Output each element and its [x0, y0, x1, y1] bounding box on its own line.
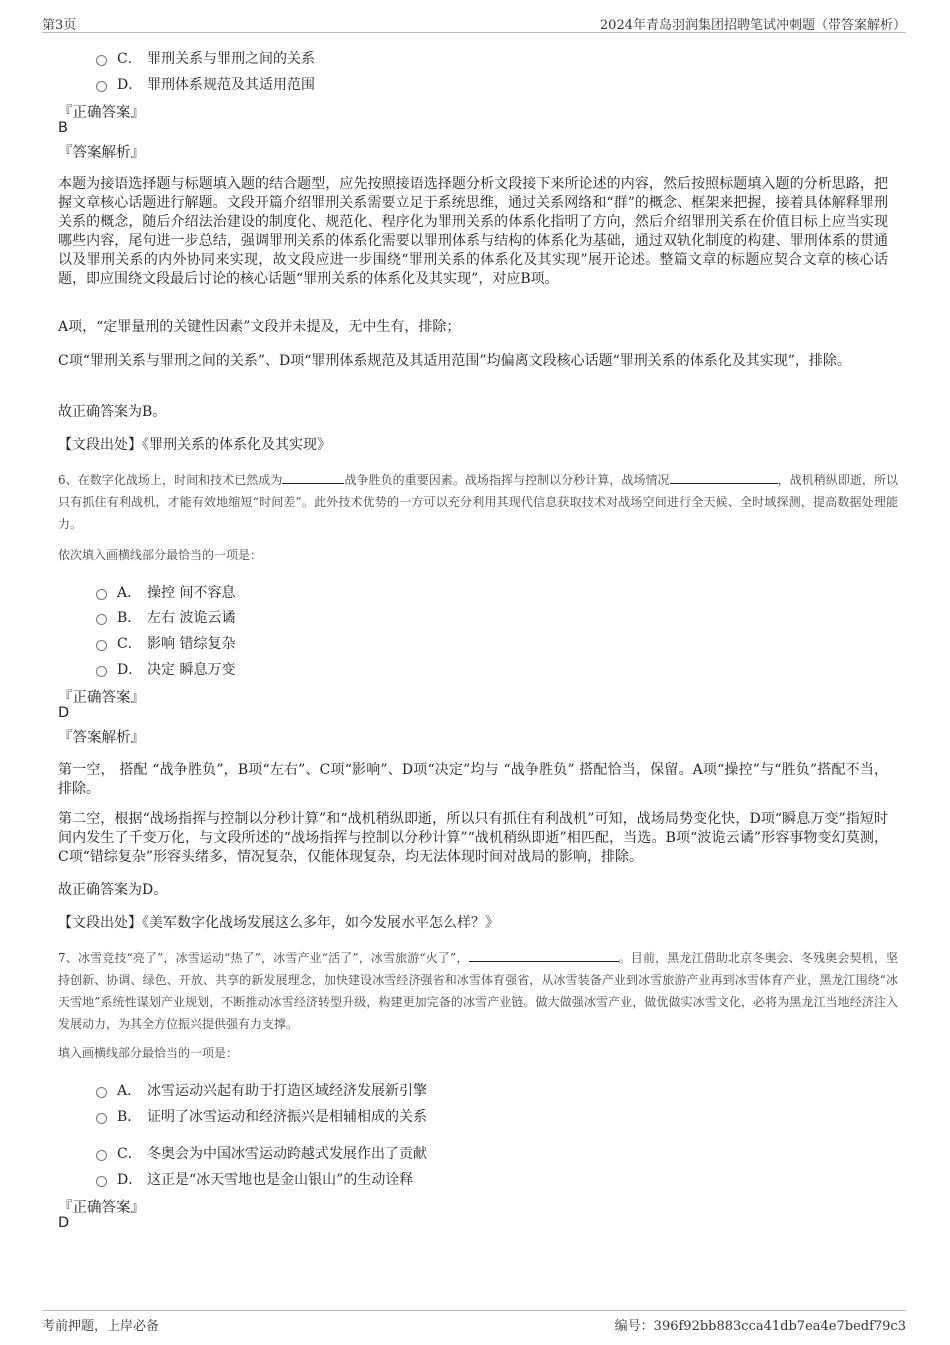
fill-blank — [282, 471, 344, 484]
radio-icon[interactable] — [96, 614, 107, 625]
radio-icon[interactable] — [96, 589, 107, 600]
q6-option-a[interactable]: A． 操控 间不容息 — [96, 582, 235, 602]
q5-source: 【文段出处】《罪刑关系的体系化及其实现》 — [58, 437, 331, 453]
q6-prompt: 依次填入画横线部分最恰当的一项是： — [58, 548, 263, 562]
q7-answer-label: 『正确答案』 — [58, 1200, 145, 1216]
fill-blank — [670, 471, 778, 484]
q6-answer-label: 『正确答案』 — [58, 690, 145, 706]
q7-option-b[interactable]: B． 证明了冰雪运动和经济振兴是相辅相成的关系 — [96, 1106, 427, 1126]
q7-answer: D — [58, 1215, 70, 1231]
q6-analysis-label: 『答案解析』 — [58, 730, 145, 746]
radio-icon[interactable] — [96, 640, 107, 651]
q5-analysis-paragraph: A项，“定罪量刑的关键性因素”文段并未提及，无中生有，排除； — [58, 319, 461, 335]
q5-analysis-paragraph: C项“罪刑关系与罪刑之间的关系”、D项“罪刑体系规范及其适用范围”均偏离文段核心话题“罪刑关系的体系化及其实现”，排除。 — [58, 353, 851, 369]
q5-answer-label: 『正确答案』 — [58, 105, 145, 121]
radio-icon[interactable] — [96, 1113, 107, 1124]
q6-source: 【文段出处】《美军数字化战场发展这么多年，如今发展水平怎么样？》 — [58, 915, 499, 931]
page-number: 第3页 — [42, 18, 77, 33]
q5-analysis-paragraph: 本题为接语选择题与标题填入题的结合题型，应先按照接语选择题分析文段接下来所论述的内容，然后按照标题填入题的分析思路，把握文章核心话题进行解题。文段开篇介绍罪刑关系需要立足于系统思维，通过关系网络和“群”的概念、框架来把握，接着具体解释罪刑关系的概念，随后介绍法治建设的制度化、规范化、程序化为罪刑关系的体系化指明了方向，然后介绍罪刑关系在价值目标上应当实现哪些内容，尾句进一步总结，强调罪刑关系的体系化需要以罪刑体系与结构的体系化为基础，通过双轨化制度的构建、罪刑体系的贯通以及罪刑关系的内外协同来实现，故文段应进一步围绕“罪刑关系的体系化及其实现”展开论述。整篇文章的标题应契合文章的核心话题，即应围绕文段最后讨论的核心话题“罪刑关系的体系化及其实现”，对应B项。 — [58, 176, 888, 287]
fill-blank — [469, 949, 619, 962]
radio-icon[interactable] — [96, 1150, 107, 1161]
q5-answer: B — [58, 120, 68, 136]
page-footer — [42, 1310, 906, 1335]
q7-prompt: 填入画横线部分最恰当的一项是： — [58, 1046, 239, 1060]
document-code: 编号：396f92bb883cca41db7ea4e7bedf79c3 — [614, 1319, 906, 1334]
document-title: 2024年青岛羽润集团招聘笔试冲刺题（带答案解析） — [599, 18, 906, 33]
q5-analysis-paragraph: 故正确答案为B。 — [58, 404, 167, 420]
footer-slogan: 考前押题，上岸必备 — [42, 1319, 160, 1334]
radio-icon[interactable] — [96, 55, 107, 66]
q6-option-d[interactable]: D． 决定 瞬息万变 — [96, 659, 235, 679]
q7-option-c[interactable]: C． 冬奥会为中国冰雪运动跨越式发展作出了贡献 — [96, 1143, 427, 1163]
radio-icon[interactable] — [96, 1087, 107, 1098]
q7-option-a[interactable]: A． 冰雪运动兴起有助于打造区域经济发展新引擎 — [96, 1080, 427, 1100]
q7-option-d[interactable]: D． 这正是“冰天雪地也是金山银山”的生动诠释 — [96, 1169, 413, 1189]
q5-option-c[interactable]: C． 罪刑关系与罪刑之间的关系 — [96, 48, 315, 68]
q6-answer: D — [58, 705, 70, 721]
q6-option-b[interactable]: B． 左右 波诡云谲 — [96, 607, 235, 627]
q6-analysis-paragraph: 故正确答案为D。 — [58, 882, 168, 898]
q6-analysis-paragraph: 第二空，根据“战场指挥与控制以分秒计算”和“战机稍纵即逝，所以只有抓住有利战机”可知，战场局势变化快，D项“瞬息万变”指短时间内发生了千变万化，与文段所述的“战场指挥与控制以分秒计算”“战机稍纵即逝”相匹配，当选。B项“波诡云谲”形容事物变幻莫测，C项“错综复杂”形容头绪多，情况复杂，仅能体现复杂，均无法体现时间对战局的影响，排除。 — [58, 811, 888, 865]
q6-stem: 6、在数字化战场上，时间和技术已然成为 战争胜负的重要因素。战场指挥与控制以分秒计算，战场情况 ，战机稍纵即逝，所以只有抓住有利战机，才能有效地缩短“时间差”。此外技术优势的一方可以充分利用其现代信息获取技术对战场空间进行全天候、全时域探测，提高数据处理能力。 — [58, 473, 898, 531]
radio-icon[interactable] — [96, 666, 107, 677]
q6-analysis-paragraph: 第一空， 搭配 “战争胜负”，B项“左右”、C项“影响”、D项“决定”均与 “战争胜负” 搭配恰当，保留。A项“操控”与“胜负”搭配不当，排除。 — [58, 762, 888, 797]
q7-stem: 7、冰雪竞技“亮了”，冰雪运动“热了”，冰雪产业“活了”，冰雪旅游“火了”， 。目前，黑龙江借助北京冬奥会、冬残奥会契机，坚持创新、协调、绿色、开放、共享的新发展理念，加快建设冰雪经济强省和冰雪体育强省，从冰雪装备产业到冰雪旅游产业再到冰雪体育产业，黑龙江围绕“冰天雪地”系统性谋划产业规划，不断推动冰雪经济转型升级，构建更加完备的冰雪产业链。做大做强冰雪产业，做优做实冰雪文化，必将为黑龙江当地经济注入发展动力，为其全方位振兴提供强有力支撑。 — [58, 951, 898, 1031]
q5-option-d[interactable]: D． 罪刑体系规范及其适用范围 — [96, 74, 315, 94]
page-header — [42, 10, 906, 33]
radio-icon[interactable] — [96, 81, 107, 92]
q5-analysis-label: 『答案解析』 — [58, 145, 145, 161]
q6-option-c[interactable]: C． 影响 错综复杂 — [96, 633, 235, 653]
radio-icon[interactable] — [96, 1176, 107, 1187]
